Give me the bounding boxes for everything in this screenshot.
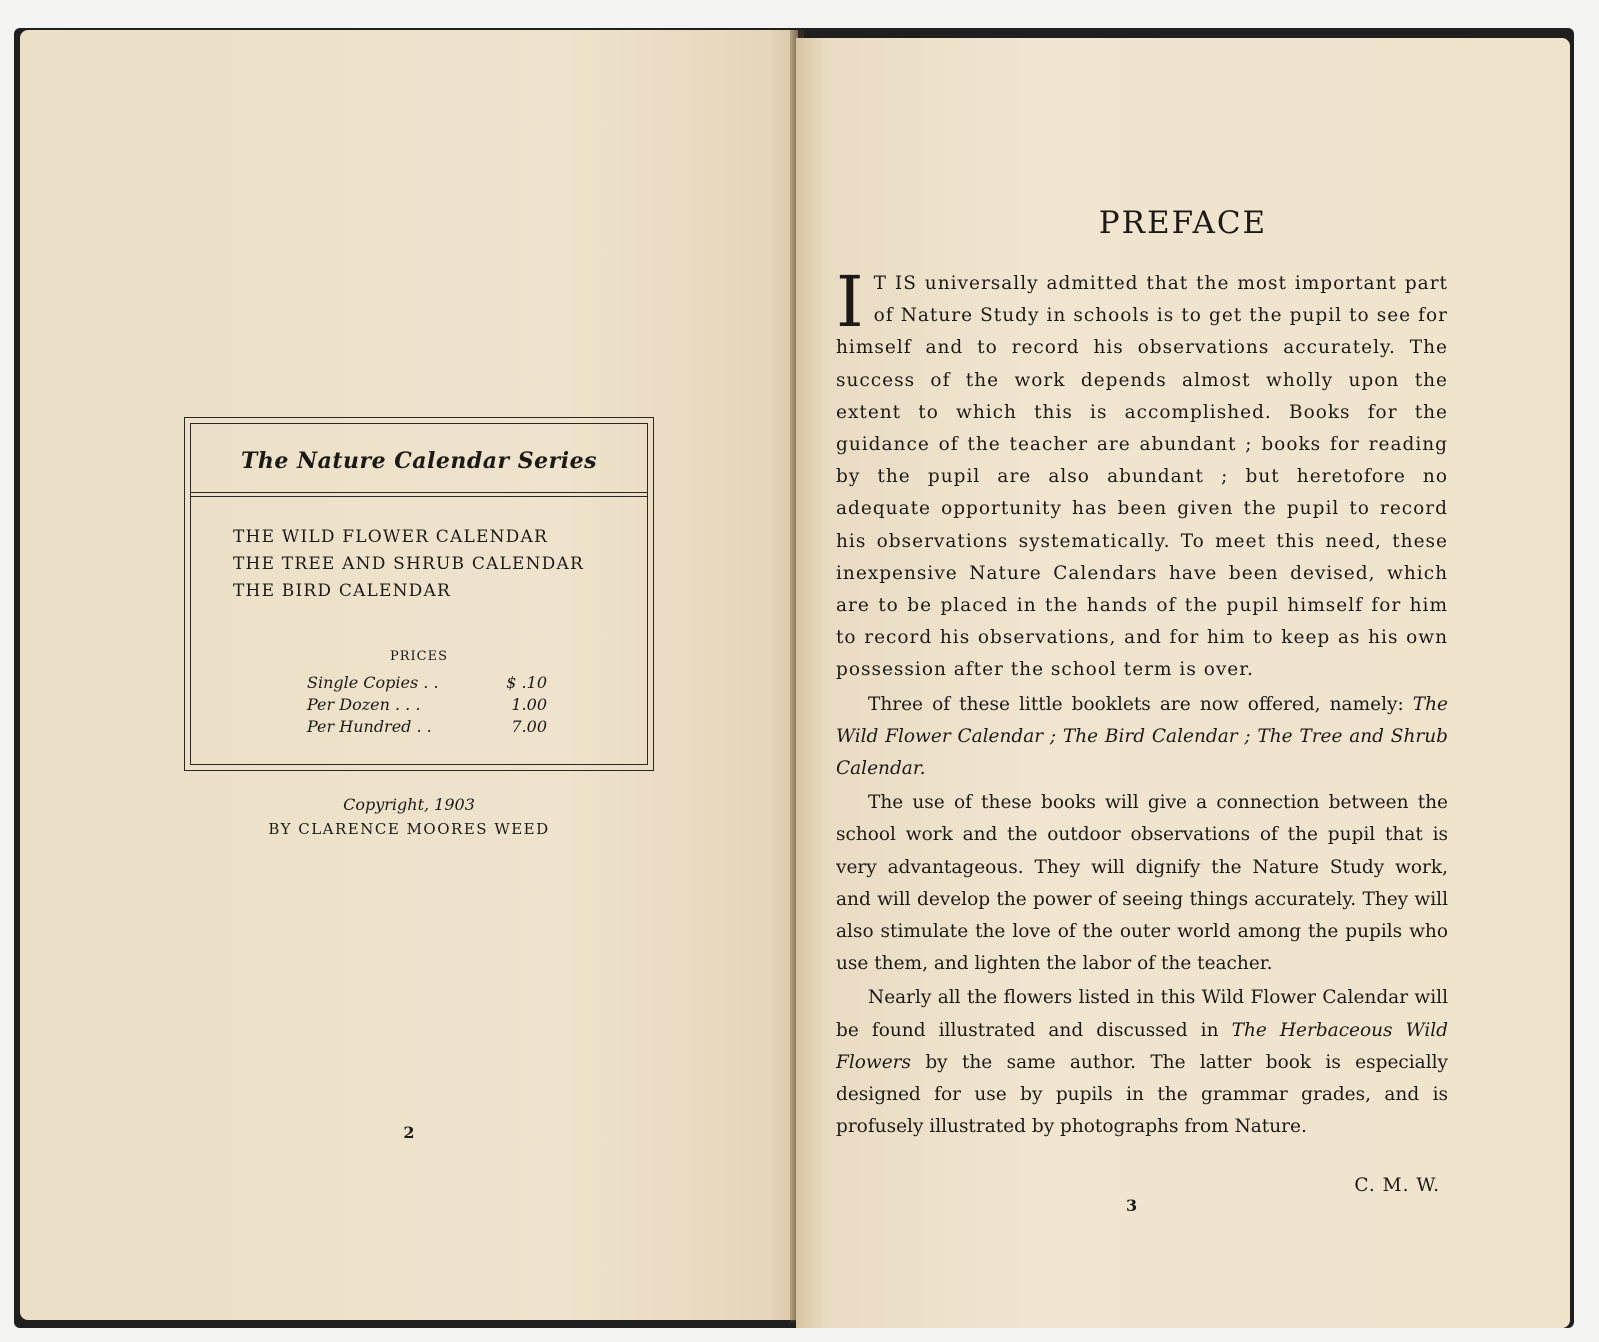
drop-cap: I <box>836 261 864 343</box>
price-label: Per Dozen . . . <box>307 695 421 714</box>
paragraph-2 <box>836 689 1448 786</box>
left-page <box>20 30 798 1320</box>
price-value: 7.00 <box>511 717 547 736</box>
price-label: Per Hundred . . <box>307 717 432 736</box>
paragraph-1 <box>836 261 1448 687</box>
signature: C. M. W. <box>1354 1175 1440 1196</box>
series-item: THE BIRD CALENDAR <box>233 581 451 601</box>
right-page <box>796 38 1570 1328</box>
paragraph-1-text: T IS universally admitted that the most important part of Nature Study in schools is to get the pupil to see for himself and to record his observations accurately. The success of the work depends almost wholly upon the extent to which this is accomplished. Books for the guidance of the teacher are abundant ; books for reading by the pupil are also abundant ; but heretofore no adequate opportunity has been given the pupil to record his observations systematically. To meet this need, these inexpensive Nature Calendars have been devised, which are to be placed in the hands of the pupil himself for him to record his observations, and for him to keep as his own possession after the school term is over. <box>836 273 1448 681</box>
price-table <box>307 672 547 738</box>
series-item: THE TREE AND SHRUB CALENDAR <box>233 554 584 574</box>
series-list <box>233 524 584 605</box>
price-row <box>307 716 547 738</box>
price-row <box>307 694 547 716</box>
paragraph-4-text-b: by the same author. The latter book is especially designed for use by pupils in the grammar grades, and is profusely illustrated by photographs from Nature. <box>836 1051 1448 1138</box>
preface-body <box>836 261 1449 1145</box>
price-label: Single Copies . . <box>307 673 439 692</box>
paragraph-4-text-a: Nearly all the flowers listed in this Wild Flower Calendar will be found illustrated and discussed in <box>836 987 1448 1041</box>
series-box-inner-border <box>190 423 648 765</box>
preface-title: PREFACE <box>1098 205 1268 241</box>
book-title: The Herbaceous Wild Flowers <box>836 1019 1449 1073</box>
page-number-right: 3 <box>1126 1196 1138 1215</box>
calendar-titles: The Wild Flower Calendar ; The Bird Calendar ; The Tree and Shrub Calendar. <box>836 693 1448 780</box>
prices-heading: PRICES <box>389 649 448 664</box>
series-item: THE WILD FLOWER CALENDAR <box>233 527 548 547</box>
price-row <box>307 672 547 694</box>
paragraph-3: The use of these books will give a connection between the school work and the outdoor observations of the pupil that is very advantageous. They will dignify the Nature Study work, and will develop the power of seeing things accurately. They will also stimulate the love of the outer world among the pupils who use them, and lighten the labor of the teacher. <box>836 792 1448 975</box>
copyright-line: Copyright, 1903 <box>343 795 475 814</box>
series-box <box>184 417 654 771</box>
price-value: $ .10 <box>506 673 547 692</box>
paragraph-4 <box>836 982 1448 1143</box>
price-value: 1.00 <box>511 695 547 714</box>
series-title: The Nature Calendar Series <box>240 448 597 474</box>
paragraph-2-intro: Three of these little booklets are now offered, namely: <box>868 693 1404 715</box>
author-line: BY CLARENCE MOORES WEED <box>268 820 550 838</box>
series-divider <box>191 492 647 497</box>
page-number-left: 2 <box>403 1123 415 1142</box>
